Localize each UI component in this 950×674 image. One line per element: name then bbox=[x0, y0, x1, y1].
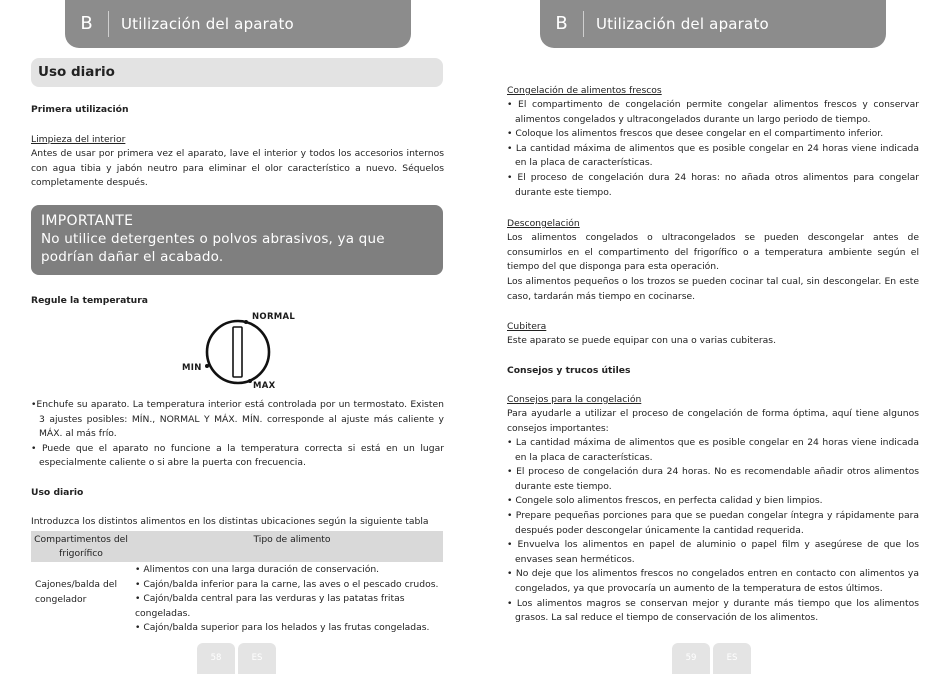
limpieza-title: Limpieza del interior bbox=[31, 134, 126, 145]
dial-min-label: MIN bbox=[182, 363, 202, 373]
consejos-bullet: • No deje que los alimentos frescos no congelados entren en contacto con alimentos ya congelados, ya que provocaría un aumento de la temperatura de estos últimos. bbox=[507, 568, 919, 594]
right-page-lang: ES bbox=[713, 643, 751, 674]
regule-title: Regule la temperatura bbox=[31, 295, 148, 306]
right-header-letter: B bbox=[540, 11, 584, 37]
table-row-label: Cajones/balda del congelador bbox=[35, 579, 118, 605]
congelacion-bullet: • El proceso de congelación dura 24 horas: no añada otros alimentos para congelar durante este tiempo. bbox=[507, 171, 919, 198]
consejos-bullet: • La cantidad máxima de alimentos que es posible congelar en 24 horas viene indicada en la placa de características. bbox=[507, 437, 919, 463]
important-text: No utilice detergentes o polvos abrasivos, ya que podrían dañar el acabado. bbox=[41, 231, 385, 265]
table-item: • Cajón/balda inferior para la carne, las aves o el pescado crudos. bbox=[135, 578, 439, 590]
consejos-bullet: • El proceso de congelación dura 24 horas. No es recomendable añadir otros alimentos durante este tiempo. bbox=[507, 466, 919, 492]
consejos-bullet: • Envuelva los alimentos en papel de aluminio o papel film y asegúrese de que los envases sean herméticos. bbox=[507, 539, 919, 565]
table-items bbox=[135, 563, 445, 636]
section-title: Uso diario bbox=[31, 58, 443, 87]
congelacion-bullet: • El compartimento de congelación permite congelar alimentos frescos y conservar alimentos congelados y ultracongelados durante un largo periodo de tiempo. bbox=[507, 99, 919, 125]
consejos-bullet: • Congele solo alimentos frescos, en perfecta calidad y bien limpios. bbox=[507, 495, 823, 507]
thermostat-dial bbox=[180, 312, 300, 392]
left-header-title: Utilización del aparato bbox=[121, 15, 294, 33]
congelacion-bullet: • La cantidad máxima de alimentos que es posible congelar en 24 horas viene indicada en la placa de características. bbox=[507, 142, 919, 169]
right-page-number: 59 bbox=[672, 643, 710, 674]
right-header-tab bbox=[540, 0, 886, 48]
consejos-bullets bbox=[507, 436, 919, 626]
table-header-compartment: Compartimentos del frigorífico bbox=[34, 534, 128, 559]
descongelacion-text-1: Los alimentos congelados o ultracongelados se pueden descongelar antes de consumirlos en el compartimento del frigorífico o a temperatura ambiente según el tiempo del que disponga para esta operación. bbox=[507, 232, 919, 273]
congelacion-title: Congelación de alimentos frescos bbox=[507, 85, 662, 96]
congelacion-bullet: • Coloque los alimentos frescos que desee congelar en el compartimento inferior. bbox=[507, 128, 884, 140]
table-item: • Cajón/balda superior para los helados y las frutas congeladas. bbox=[135, 622, 430, 634]
consejos-bullet: • Los alimentos magros se conservan mejor y durante más tiempo que los alimentos grasos. La sal reduce el tiempo de conservación de los alimentos. bbox=[507, 597, 919, 624]
table-item: • Cajón/balda central para las verduras y las patatas fritas congeladas. bbox=[135, 593, 405, 619]
cubitera-title: Cubitera bbox=[507, 321, 547, 332]
table-header-food-type: Tipo de alimento bbox=[253, 534, 331, 545]
primera-title: Primera utilización bbox=[31, 104, 129, 115]
temp-bullet: •Enchufe su aparato. La temperatura interior está controlada por un termostato. Existen 3 ajustes posibles: MÍN., NORMAL Y MÁX. MÍN. corresponde al ajuste más caliente y MÁX. al más frío. bbox=[31, 399, 444, 440]
thermostat-dial-icon bbox=[180, 312, 300, 392]
dial-max-label: MAX bbox=[253, 381, 276, 391]
right-page bbox=[475, 0, 950, 674]
consejos-intro: Para ayudarle a utilizar el proceso de congelación de forma óptima, aquí tiene algunos consejos importantes: bbox=[507, 408, 919, 434]
temp-bullet: • Puede que el aparato no funcione a la temperatura correcta si está en un lugar especialmente caliente o si abre la puerta con frecuencia. bbox=[31, 442, 444, 469]
left-header-tab bbox=[65, 0, 411, 48]
consejos-title: Consejos y trucos útiles bbox=[507, 365, 631, 376]
right-header-title: Utilización del aparato bbox=[596, 15, 769, 33]
consejos-bullet: • Prepare pequeñas porciones para que se puedan congelar íntegra y rápidamente para después poder descongelar únicamente la cantidad requerida. bbox=[507, 509, 919, 536]
important-title: IMPORTANTE bbox=[41, 213, 134, 229]
important-box bbox=[31, 205, 443, 275]
limpieza-text: Antes de usar por primera vez el aparato, lave el interior y todos los accesorios internos con agua tibia y jabón neutro para eliminar el olor característico a nuevo. Séquelos completamente después. bbox=[31, 148, 444, 189]
left-page-lang: ES bbox=[238, 643, 276, 674]
temp-bullets bbox=[31, 398, 444, 471]
descongelacion-text-2: Los alimentos pequeños o los trozos se pueden cocinar tal cual, sin descongelar. En este caso, tardarán más tiempo en cocinarse. bbox=[507, 276, 919, 302]
descongelacion-title: Descongelación bbox=[507, 218, 580, 229]
consejos-subtitle: Consejos para la congelación bbox=[507, 394, 642, 405]
table-item: • Alimentos con una larga duración de conservación. bbox=[135, 564, 380, 575]
congelacion-bullets bbox=[507, 98, 919, 200]
left-header-letter: B bbox=[65, 11, 109, 37]
left-page-number: 58 bbox=[197, 643, 235, 674]
dial-normal-label: NORMAL bbox=[252, 312, 296, 322]
intro-text: Introduzca los distintos alimentos en los distintas ubicaciones según la siguiente tabla bbox=[31, 516, 429, 527]
uso-title: Uso diario bbox=[31, 487, 84, 498]
cubitera-text: Este aparato se puede equipar con una o varias cubiteras. bbox=[507, 335, 777, 346]
table-header bbox=[31, 531, 443, 562]
